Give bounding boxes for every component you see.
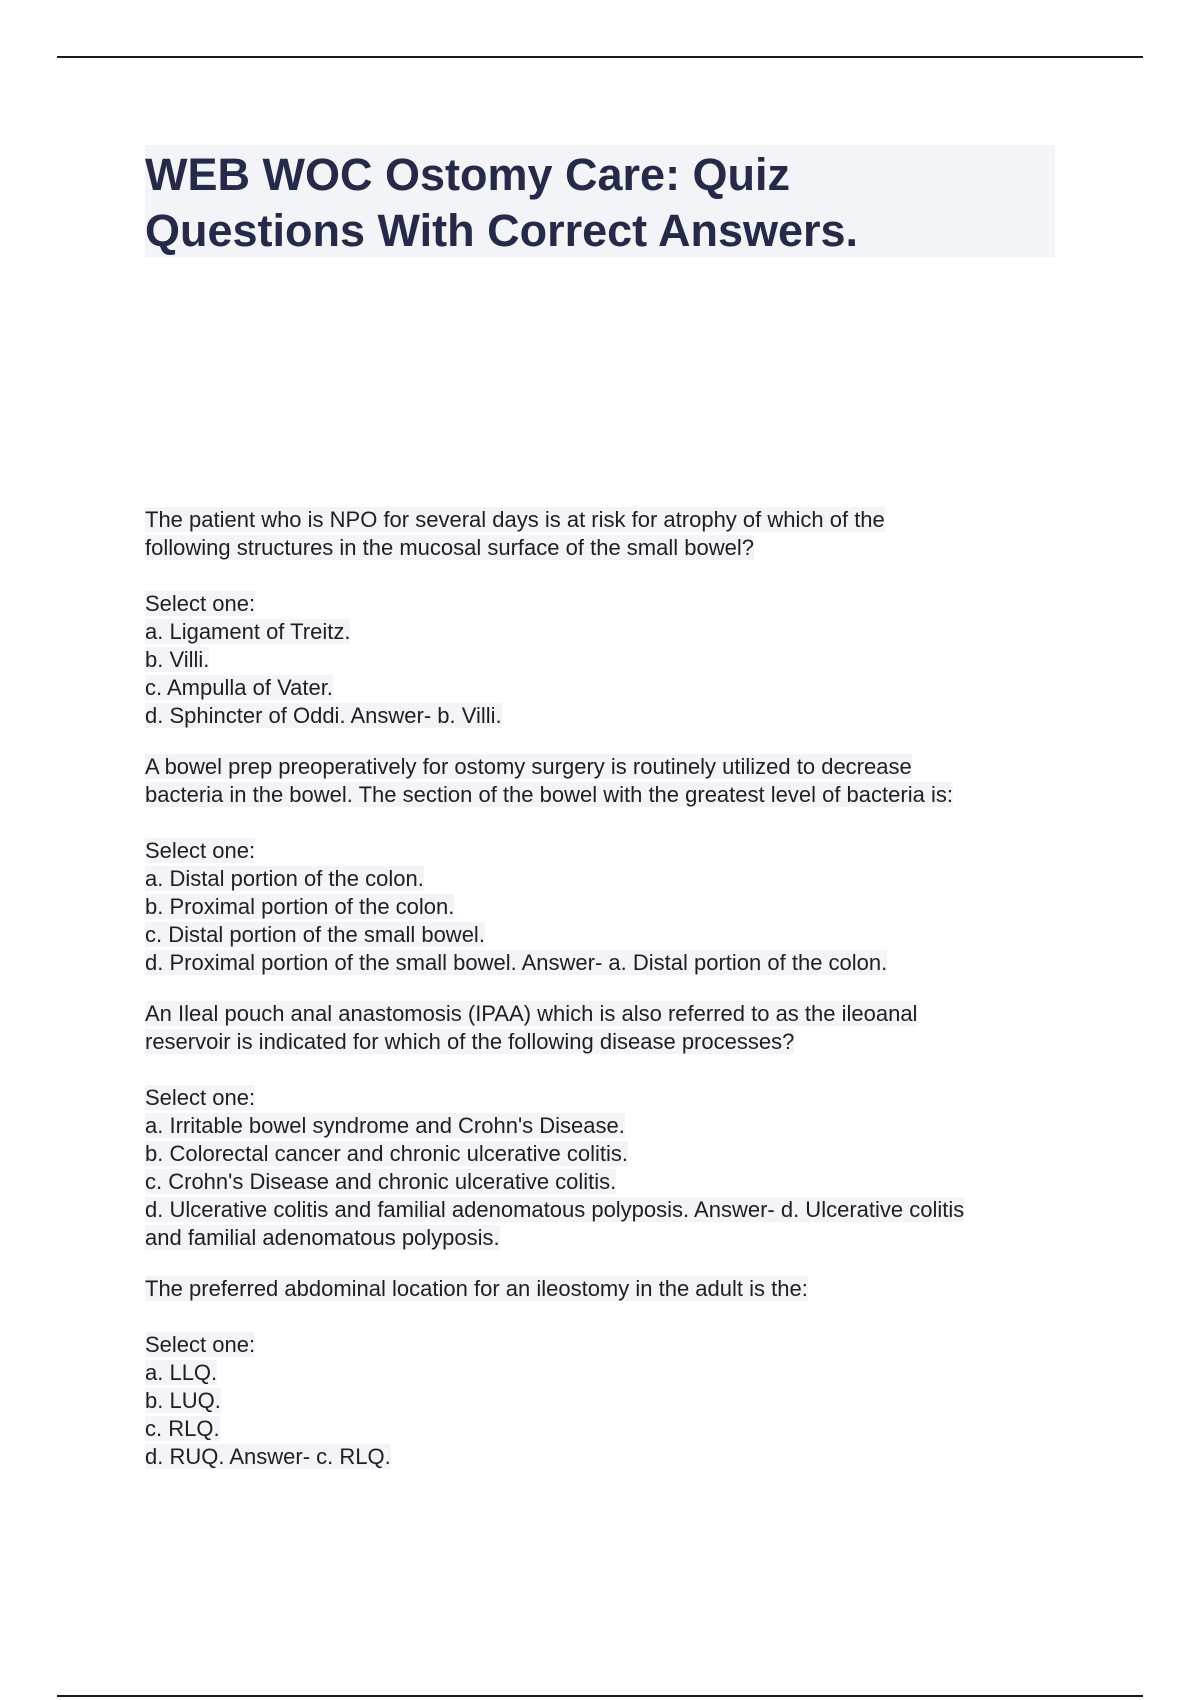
bottom-rule	[57, 1695, 1143, 1697]
answer-option: a. Ligament of Treitz.	[145, 619, 351, 644]
top-rule	[57, 56, 1143, 58]
question-stem-line: An Ileal pouch anal anastomosis (IPAA) which is also referred to as the ileoanal	[145, 1001, 918, 1026]
question-stem-line: A bowel prep preoperatively for ostomy surgery is routinely utilized to decrease	[145, 754, 912, 779]
answer-option: a. Irritable bowel syndrome and Crohn's Disease.	[145, 1113, 625, 1138]
answer-option: d. Sphincter of Oddi. Answer- b. Villi.	[145, 703, 502, 728]
answer-option: a. LLQ.	[145, 1360, 218, 1385]
question-3	[145, 1000, 1075, 1252]
answer-option: and familial adenomatous polyposis.	[145, 1225, 500, 1250]
select-one-prompt: Select one:	[145, 591, 256, 616]
question-stem-line: The preferred abdominal location for an ileostomy in the adult is the:	[145, 1276, 808, 1301]
answer-option: d. RUQ. Answer- c. RLQ.	[145, 1444, 391, 1469]
answer-option: c. RLQ.	[145, 1416, 220, 1441]
question-stem-line: The patient who is NPO for several days is at risk for atrophy of which of the	[145, 507, 885, 532]
question-stem-line: reservoir is indicated for which of the following disease processes?	[145, 1029, 795, 1054]
question-list	[145, 506, 1075, 1494]
answer-option: a. Distal portion of the colon.	[145, 866, 424, 891]
answer-option: c. Distal portion of the small bowel.	[145, 922, 485, 947]
select-one-prompt: Select one:	[145, 1332, 256, 1357]
answer-option: d. Proximal portion of the small bowel. Answer- a. Distal portion of the colon.	[145, 950, 888, 975]
answer-option: b. Colorectal cancer and chronic ulcerative colitis.	[145, 1141, 629, 1166]
select-one-prompt: Select one:	[145, 1085, 256, 1110]
question-2	[145, 753, 1075, 977]
title-line-1: WEB WOC Ostomy Care: Quiz	[145, 149, 791, 200]
answer-option: d. Ulcerative colitis and familial adenomatous polyposis. Answer- d. Ulcerative colitis	[145, 1197, 965, 1222]
question-stem-line: bacteria in the bowel. The section of the bowel with the greatest level of bacteria is:	[145, 782, 953, 807]
answer-option: c. Crohn's Disease and chronic ulcerative colitis.	[145, 1169, 617, 1194]
question-stem-line: following structures in the mucosal surface of the small bowel?	[145, 535, 754, 560]
document-title	[145, 147, 1045, 259]
answer-option: c. Ampulla of Vater.	[145, 675, 333, 700]
question-1	[145, 506, 1075, 730]
answer-option: b. LUQ.	[145, 1388, 221, 1413]
question-4	[145, 1275, 1075, 1471]
answer-option: b. Villi.	[145, 647, 210, 672]
title-line-2: Questions With Correct Answers.	[145, 205, 859, 256]
answer-option: b. Proximal portion of the colon.	[145, 894, 455, 919]
select-one-prompt: Select one:	[145, 838, 256, 863]
